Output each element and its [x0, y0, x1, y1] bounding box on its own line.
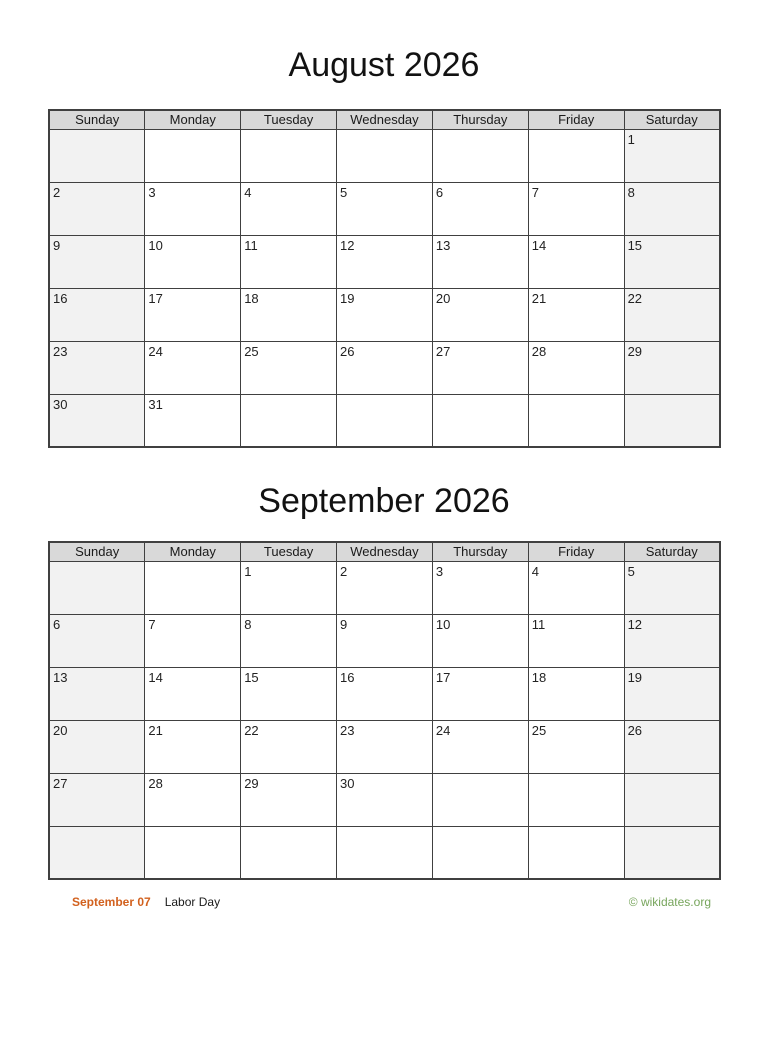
- calendar-cell-day-1: [241, 561, 337, 614]
- calendar-cell-empty: [337, 129, 433, 182]
- calendar-cell-day-22: [241, 720, 337, 773]
- calendar-cell-day-28: [145, 773, 241, 826]
- calendar-cell-day-12: [624, 614, 720, 667]
- calendar-cell-day-27: [49, 773, 145, 826]
- calendar-cell-empty: [49, 826, 145, 879]
- calendar-cell-day-24: [432, 720, 528, 773]
- week-row: [49, 667, 720, 720]
- day-number: 3: [148, 184, 156, 200]
- day-header-thursday: Thursday: [432, 542, 528, 561]
- day-header-thursday: Thursday: [432, 110, 528, 129]
- day-number: 27: [435, 343, 451, 359]
- calendar-cell-day-6: [432, 182, 528, 235]
- calendar-cell-empty: [528, 394, 624, 447]
- calendar-cell-day-13: [432, 235, 528, 288]
- calendar-cell-day-14: [528, 235, 624, 288]
- calendar-cell-day-27: [432, 341, 528, 394]
- week-row: [49, 288, 720, 341]
- calendar-cell-empty: [337, 394, 433, 447]
- calendar-cell-empty: [432, 773, 528, 826]
- day-number: 9: [53, 237, 61, 253]
- calendar-table-september: [48, 541, 721, 880]
- day-number: 25: [244, 343, 259, 359]
- day-number: 12: [340, 237, 355, 253]
- calendar-cell-day-16: [337, 667, 433, 720]
- day-header-row: [49, 110, 720, 129]
- calendar-cell-day-23: [49, 341, 145, 394]
- footer: [48, 895, 721, 909]
- calendar-cell-day-13: [49, 667, 145, 720]
- calendar-cell-day-25: [241, 341, 337, 394]
- day-header-saturday: Saturday: [624, 110, 720, 129]
- calendar-cell-day-15: [241, 667, 337, 720]
- calendar-cell-day-26: [337, 341, 433, 394]
- calendar-cell-day-3: [432, 561, 528, 614]
- calendar-cell-day-7: [528, 182, 624, 235]
- week-row: [49, 235, 720, 288]
- day-number: 14: [148, 669, 163, 685]
- day-number: 18: [244, 290, 259, 306]
- day-number: 28: [148, 775, 163, 791]
- calendar-cell-day-19: [624, 667, 720, 720]
- day-number: 3: [435, 563, 444, 579]
- calendar-cell-day-14: [145, 667, 241, 720]
- calendar-cell-day-3: [145, 182, 241, 235]
- calendar-cell-empty: [145, 129, 241, 182]
- calendar-page: [0, 45, 768, 909]
- calendar-cell-day-17: [432, 667, 528, 720]
- day-number: 14: [531, 237, 547, 253]
- calendar-cell-day-22: [624, 288, 720, 341]
- calendar-cell-day-4: [241, 182, 337, 235]
- calendar-cell-day-5: [624, 561, 720, 614]
- holiday-note: [72, 895, 220, 909]
- calendar-cell-day-8: [241, 614, 337, 667]
- day-header-sunday: Sunday: [49, 542, 145, 561]
- calendar-cell-day-16: [49, 288, 145, 341]
- day-header-saturday: Saturday: [624, 542, 720, 561]
- calendar-cell-day-21: [145, 720, 241, 773]
- day-number: 5: [340, 184, 348, 200]
- day-number: 20: [435, 290, 451, 306]
- day-number: 18: [531, 669, 547, 685]
- day-number: 15: [244, 669, 259, 685]
- day-number: 23: [340, 722, 355, 738]
- day-number: 30: [53, 396, 68, 412]
- day-number: 26: [627, 722, 643, 738]
- day-number: 4: [531, 563, 539, 579]
- day-number: 19: [340, 290, 355, 306]
- day-number: 6: [435, 184, 444, 200]
- day-number: 27: [53, 775, 68, 791]
- day-number: 29: [244, 775, 259, 791]
- day-number: 7: [531, 184, 539, 200]
- calendar-table-august: [48, 109, 721, 448]
- calendar-cell-day-18: [241, 288, 337, 341]
- day-number: 24: [148, 343, 163, 359]
- month-title-september: September 2026: [258, 482, 510, 520]
- calendar-cell-empty: [432, 129, 528, 182]
- day-number: 8: [627, 184, 635, 200]
- day-number: 29: [627, 343, 643, 359]
- day-header-wednesday: Wednesday: [337, 110, 433, 129]
- calendar-cell-day-9: [337, 614, 433, 667]
- day-number: 24: [435, 722, 451, 738]
- calendar-cell-day-10: [432, 614, 528, 667]
- day-number: 1: [627, 131, 635, 147]
- day-header-monday: Monday: [145, 110, 241, 129]
- calendar-cell-day-9: [49, 235, 145, 288]
- day-number: 13: [53, 669, 68, 685]
- day-number: 21: [148, 722, 163, 738]
- day-header-sunday: Sunday: [49, 110, 145, 129]
- calendar-cell-day-25: [528, 720, 624, 773]
- day-number: 21: [531, 290, 547, 306]
- day-number: 5: [627, 563, 635, 579]
- day-header-friday: Friday: [528, 110, 624, 129]
- calendar-cell-day-8: [624, 182, 720, 235]
- week-row: [49, 182, 720, 235]
- calendar-cell-day-11: [528, 614, 624, 667]
- calendar-cell-empty: [528, 826, 624, 879]
- calendar-cell-day-7: [145, 614, 241, 667]
- day-number: 26: [340, 343, 355, 359]
- month-title-august: August 2026: [288, 46, 480, 84]
- week-row: [49, 561, 720, 614]
- calendar-cell-day-6: [49, 614, 145, 667]
- holiday-date: September 07: [72, 895, 151, 909]
- calendar-cell-day-10: [145, 235, 241, 288]
- calendar-cell-day-29: [624, 341, 720, 394]
- day-number: 9: [340, 616, 348, 632]
- calendar-cell-empty: [624, 773, 720, 826]
- week-row: [49, 614, 720, 667]
- day-header-friday: Friday: [528, 542, 624, 561]
- day-header-tuesday: Tuesday: [241, 110, 337, 129]
- calendar-cell-day-26: [624, 720, 720, 773]
- calendar-cell-day-17: [145, 288, 241, 341]
- calendar-cell-empty: [241, 826, 337, 879]
- copyright-text: © wikidates.org: [628, 895, 711, 909]
- calendar-cell-day-4: [528, 561, 624, 614]
- day-header-monday: Monday: [145, 542, 241, 561]
- calendar-cell-day-30: [337, 773, 433, 826]
- calendar-cell-empty: [145, 561, 241, 614]
- calendar-cell-day-11: [241, 235, 337, 288]
- calendar-cell-day-23: [337, 720, 433, 773]
- day-number: 17: [435, 669, 451, 685]
- calendar-cell-empty: [528, 129, 624, 182]
- day-number: 16: [340, 669, 355, 685]
- calendar-cell-day-2: [49, 182, 145, 235]
- day-number: 28: [531, 343, 547, 359]
- day-number: 2: [340, 563, 348, 579]
- calendar-cell-day-30: [49, 394, 145, 447]
- day-number: 22: [627, 290, 643, 306]
- day-number: 15: [627, 237, 643, 253]
- calendar-cell-empty: [49, 561, 145, 614]
- day-header-wednesday: Wednesday: [337, 542, 433, 561]
- day-number: 19: [627, 669, 643, 685]
- day-number: 10: [435, 616, 451, 632]
- calendar-cell-day-5: [337, 182, 433, 235]
- holiday-name: Labor Day: [164, 895, 221, 909]
- day-number: 16: [53, 290, 68, 306]
- calendar-cell-day-24: [145, 341, 241, 394]
- calendar-cell-empty: [624, 826, 720, 879]
- calendar-cell-day-31: [145, 394, 241, 447]
- day-header-tuesday: Tuesday: [241, 542, 337, 561]
- week-row: [49, 773, 720, 826]
- day-number: 4: [244, 184, 252, 200]
- calendar-cell-day-12: [337, 235, 433, 288]
- calendar-cell-day-28: [528, 341, 624, 394]
- calendar-cell-empty: [337, 826, 433, 879]
- day-number: 11: [244, 237, 258, 253]
- day-header-row: [49, 542, 720, 561]
- day-number: 23: [53, 343, 68, 359]
- week-row: [49, 826, 720, 879]
- calendar-cell-empty: [624, 394, 720, 447]
- calendar-cell-empty: [241, 129, 337, 182]
- day-number: 10: [148, 237, 163, 253]
- calendar-cell-day-21: [528, 288, 624, 341]
- day-number: 1: [244, 563, 252, 579]
- day-number: 20: [53, 722, 68, 738]
- calendar-cell-day-2: [337, 561, 433, 614]
- day-number: 8: [244, 616, 252, 632]
- calendar-cell-day-1: [624, 129, 720, 182]
- week-row: [49, 129, 720, 182]
- calendar-cell-day-18: [528, 667, 624, 720]
- calendar-cell-empty: [432, 394, 528, 447]
- calendar-cell-day-29: [241, 773, 337, 826]
- week-row: [49, 720, 720, 773]
- week-row: [49, 394, 720, 447]
- calendar-cell-empty: [49, 129, 145, 182]
- calendar-cell-day-15: [624, 235, 720, 288]
- week-row: [49, 341, 720, 394]
- calendar-cell-day-20: [432, 288, 528, 341]
- day-number: 17: [148, 290, 163, 306]
- calendar-cell-day-19: [337, 288, 433, 341]
- day-number: 31: [148, 396, 163, 412]
- day-number: 12: [627, 616, 643, 632]
- calendar-cell-day-20: [49, 720, 145, 773]
- calendar-cell-empty: [241, 394, 337, 447]
- calendar-cell-empty: [528, 773, 624, 826]
- day-number: 2: [53, 184, 61, 200]
- day-number: 13: [435, 237, 451, 253]
- calendar-cell-empty: [145, 826, 241, 879]
- day-number: 7: [148, 616, 156, 632]
- day-number: 22: [244, 722, 259, 738]
- day-number: 30: [340, 775, 355, 791]
- day-number: 6: [53, 616, 61, 632]
- day-number: 25: [531, 722, 547, 738]
- day-number: 11: [531, 616, 546, 632]
- calendar-cell-empty: [432, 826, 528, 879]
